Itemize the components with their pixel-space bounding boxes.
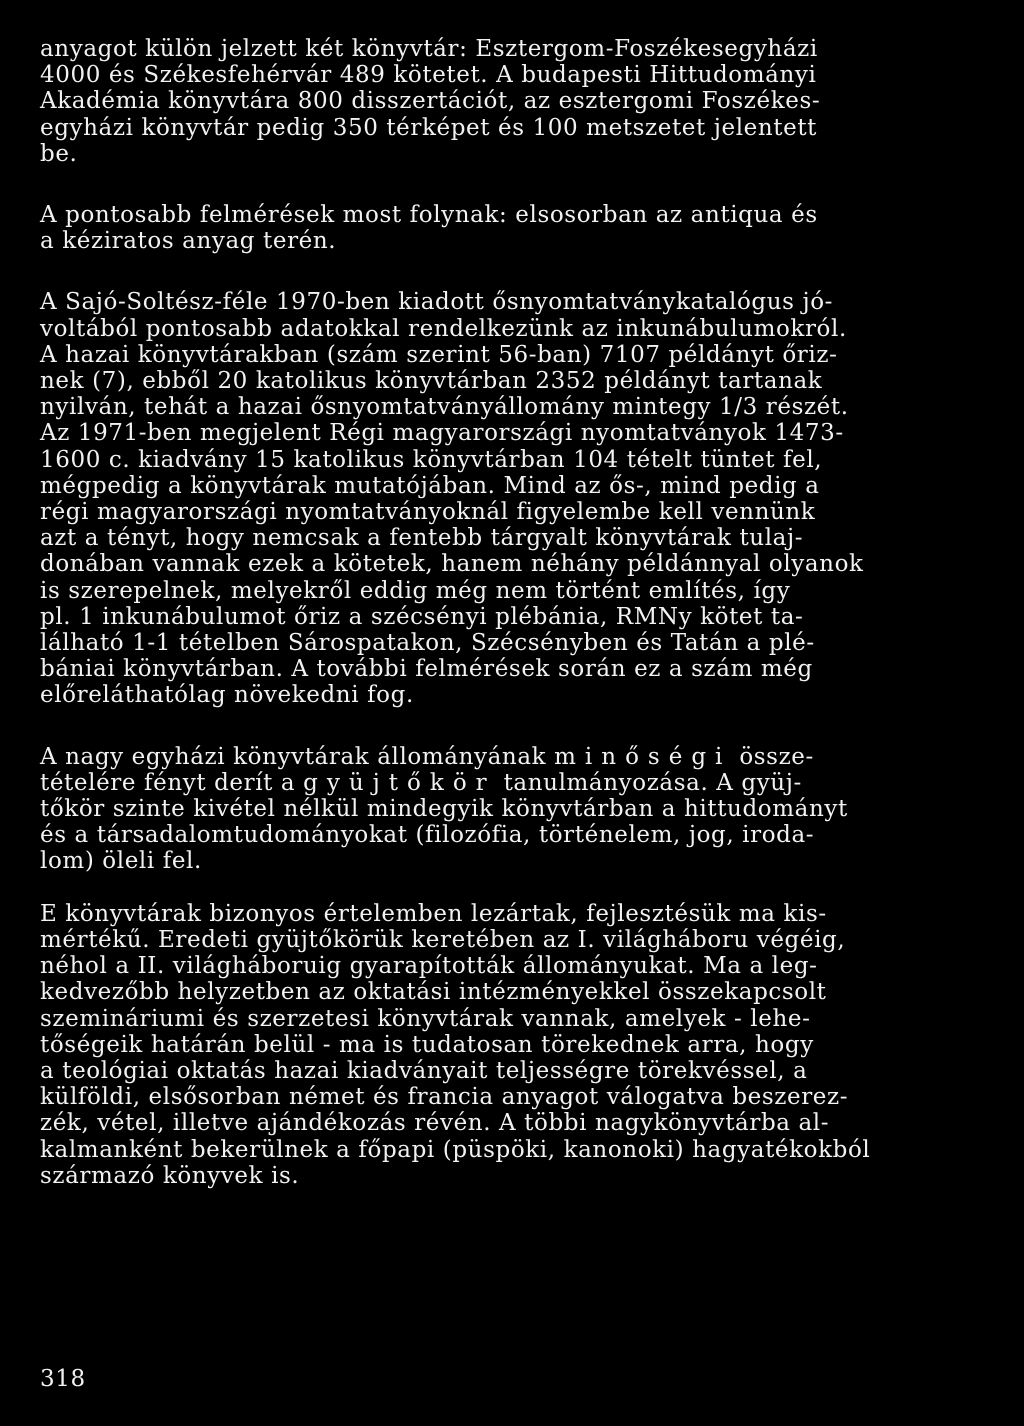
text-line: Az 1971-ben megjelent Régi magyarországi nyomtatványok 1473- <box>40 420 844 447</box>
paragraph-spacer <box>40 709 990 744</box>
text-line: lálható 1-1 tételben Sárospatakon, Szécsényben és Tatán a plé- <box>40 630 815 657</box>
text-line: 4000 és Székesfehérvár 489 kötetet. A budapesti Hittudományi <box>40 62 817 89</box>
text-line: külföldi, elsősorban német és francia anyagot válogatva beszerez- <box>40 1084 849 1111</box>
text-line: néhol a II. világháboruig gyarapították állományukat. Ma a leg- <box>40 953 818 980</box>
text-line: be. <box>40 140 78 167</box>
text-line: mértékű. Eredeti gyüjtőkörük keretében az I. világháboru végéig, <box>40 926 846 953</box>
paragraph-5 <box>40 901 990 1189</box>
text-line: kedvezőbb helyzetben az oktatási intézményekkel összekapcsolt <box>40 979 827 1006</box>
text-line: a kéziratos anyag terén. <box>40 228 337 255</box>
text-line: szemináriumi és szerzetesi könyvtárak vannak, amelyek - lehe- <box>40 1005 811 1032</box>
paragraph-spacer <box>40 167 990 202</box>
text-line: származó könyvek is. <box>40 1162 300 1189</box>
text-line: anyagot külön jelzett két könyvtár: Esztergom-Foszékesegyházi <box>40 36 818 62</box>
text-run: tanulmányozása. A gyüj- <box>495 769 802 796</box>
text-line: is szerepelnek, melyekről eddig még nem történt említés, így <box>40 577 791 604</box>
emphasized-word: gyüjtőkör <box>303 769 496 796</box>
text-line: régi magyarországi nyomtatványoknál figyelembe kell vennünk <box>40 499 816 526</box>
document-page <box>40 36 990 1189</box>
text-line: A hazai könyvtárakban (szám szerint 56-ban) 7107 példányt őriz- <box>40 341 838 368</box>
text-line: egyházi könyvtár pedig 350 térképet és 100 metszetet jelentett <box>40 114 818 141</box>
text-line: voltából pontosabb adatokkal rendelkezünk az inkunábulumokról. <box>40 315 847 342</box>
text-line: nyilván, tehát a hazai ősnyomtatványállomány mintegy 1/3 részét. <box>40 394 849 421</box>
emphasized-word: minőségi <box>554 743 732 770</box>
text-line: tőkör szinte kivétel nélkül mindegyik könyvtárban a hittudományt <box>40 796 848 823</box>
text-line: zék, vétel, illetve ajándékozás révén. A többi nagykönyvtárba al- <box>40 1110 830 1137</box>
text-line: a teológiai oktatás hazai kiadványait teljességre törekvéssel, a <box>40 1057 808 1084</box>
paragraph-spacer <box>40 254 990 289</box>
text-line: azt a tényt, hogy nemcsak a fentebb tárgyalt könyvtárak tulaj- <box>40 525 804 552</box>
page-number: 318 <box>40 1366 86 1392</box>
text-run: tételére fényt derít a <box>40 769 304 796</box>
text-line <box>40 744 990 770</box>
text-line: A pontosabb felmérések most folynak: elsosorban az antiqua és <box>40 202 818 229</box>
text-line: 1600 c. kiadvány 15 katolikus könyvtárban 104 tételt tüntet fel, <box>40 446 823 473</box>
text-line: mégpedig a könyvtárak mutatójában. Mind az ős-, mind pedig a <box>40 472 820 499</box>
text-line: bániai könyvtárban. A további felmérések során ez a szám még <box>40 656 813 683</box>
paragraph-2 <box>40 202 990 254</box>
paragraph-3 <box>40 289 990 708</box>
text-line: donában vannak ezek a kötetek, hanem néhány példánnyal olyanok <box>40 551 864 578</box>
text-run: A nagy egyházi könyvtárak állományának <box>40 743 555 770</box>
text-line: lom) öleli fel. <box>40 848 202 875</box>
paragraph-1 <box>40 36 990 167</box>
text-line: A Sajó-Soltész-féle 1970-ben kiadott ősnyomtatványkatalógus jó- <box>40 289 834 316</box>
paragraph-4 <box>40 744 990 875</box>
text-line: E könyvtárak bizonyos értelemben lezártak, fejlesztésük ma kis- <box>40 900 827 927</box>
text-run: össze- <box>731 743 814 770</box>
text-line: nek (7), ebből 20 katolikus könyvtárban 2352 példányt tartanak <box>40 368 823 395</box>
text-line: tőségeik határán belül - ma is tudatosan törekednek arra, hogy <box>40 1031 814 1058</box>
text-line: kalmanként bekerülnek a főpapi (püspöki, kanonoki) hagyatékokból <box>40 1136 871 1163</box>
text-line: előreláthatólag növekedni fog. <box>40 682 414 709</box>
text-line: Akadémia könyvtára 800 disszertációt, az esztergomi Foszékes- <box>40 88 821 115</box>
paragraph-spacer <box>40 875 990 901</box>
text-line <box>40 770 990 796</box>
text-line: pl. 1 inkunábulumot őriz a szécsényi plébánia, RMNy kötet ta- <box>40 603 804 630</box>
text-line: és a társadalomtudományokat (filozófia, történelem, jog, iroda- <box>40 822 815 849</box>
